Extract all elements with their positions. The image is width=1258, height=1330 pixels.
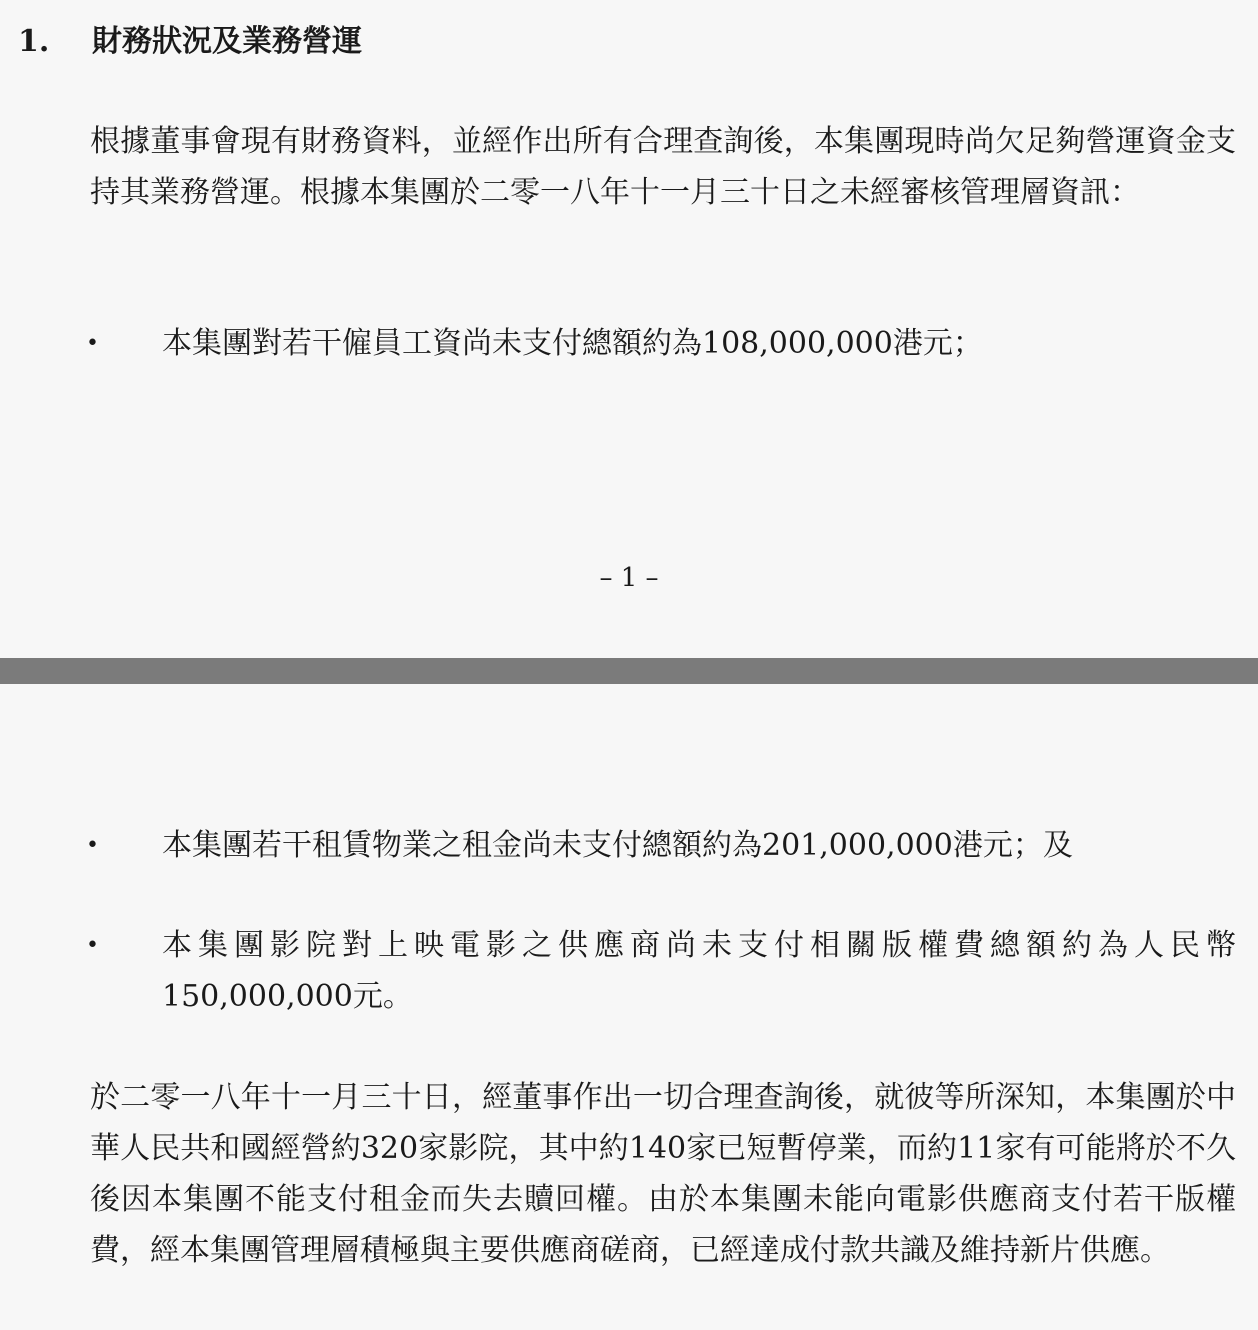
cinema-status-paragraph: 於二零一八年十一月三十日，經董事作出一切合理查詢後，就彼等所深知，本集團於中華人民共和國經營約320家影院，其中約140家已短暫停業，而約11家有可能將於不久後因本集團不能支付租金而失去贖回權。由於本集團未能向電影供應商支付若干版權費，經本集團管理層積極與主要供應商磋商，已經達成付款共識及維持新片供應。 xyxy=(90,1080,1236,1268)
intro-paragraph: 根據董事會現有財務資料，並經作出所有合理查詢後，本集團現時尚欠足夠營運資金支持其業務營運。根據本集團於二零一八年十一月三十日之未經審核管理層資訊： xyxy=(90,124,1236,210)
bullet-item-wages xyxy=(86,318,1236,369)
section-heading xyxy=(18,20,362,64)
document-page-1 xyxy=(0,0,1258,658)
page-separator xyxy=(0,658,1258,684)
bullet-icon: • xyxy=(86,933,99,958)
bullet-text: 本集團影院對上映電影之供應商尚未支付相關版權費總額約為人民幣150,000,000元。 xyxy=(162,928,1236,1014)
page-number: – 1 – xyxy=(599,563,659,593)
bullet-text: 本集團對若干僱員工資尚未支付總額約為108,000,000港元； xyxy=(162,326,983,361)
bullet-text: 本集團若干租賃物業之租金尚未支付總額約為201,000,000港元；及 xyxy=(162,828,1073,863)
bullet-icon: • xyxy=(86,331,99,356)
section-number: 1. xyxy=(18,24,50,59)
bullet-item-royalties xyxy=(86,920,1236,1022)
section-title: 財務狀況及業務營運 xyxy=(92,24,362,59)
bullet-item-rent xyxy=(86,820,1236,871)
bullet-icon: • xyxy=(86,833,99,858)
